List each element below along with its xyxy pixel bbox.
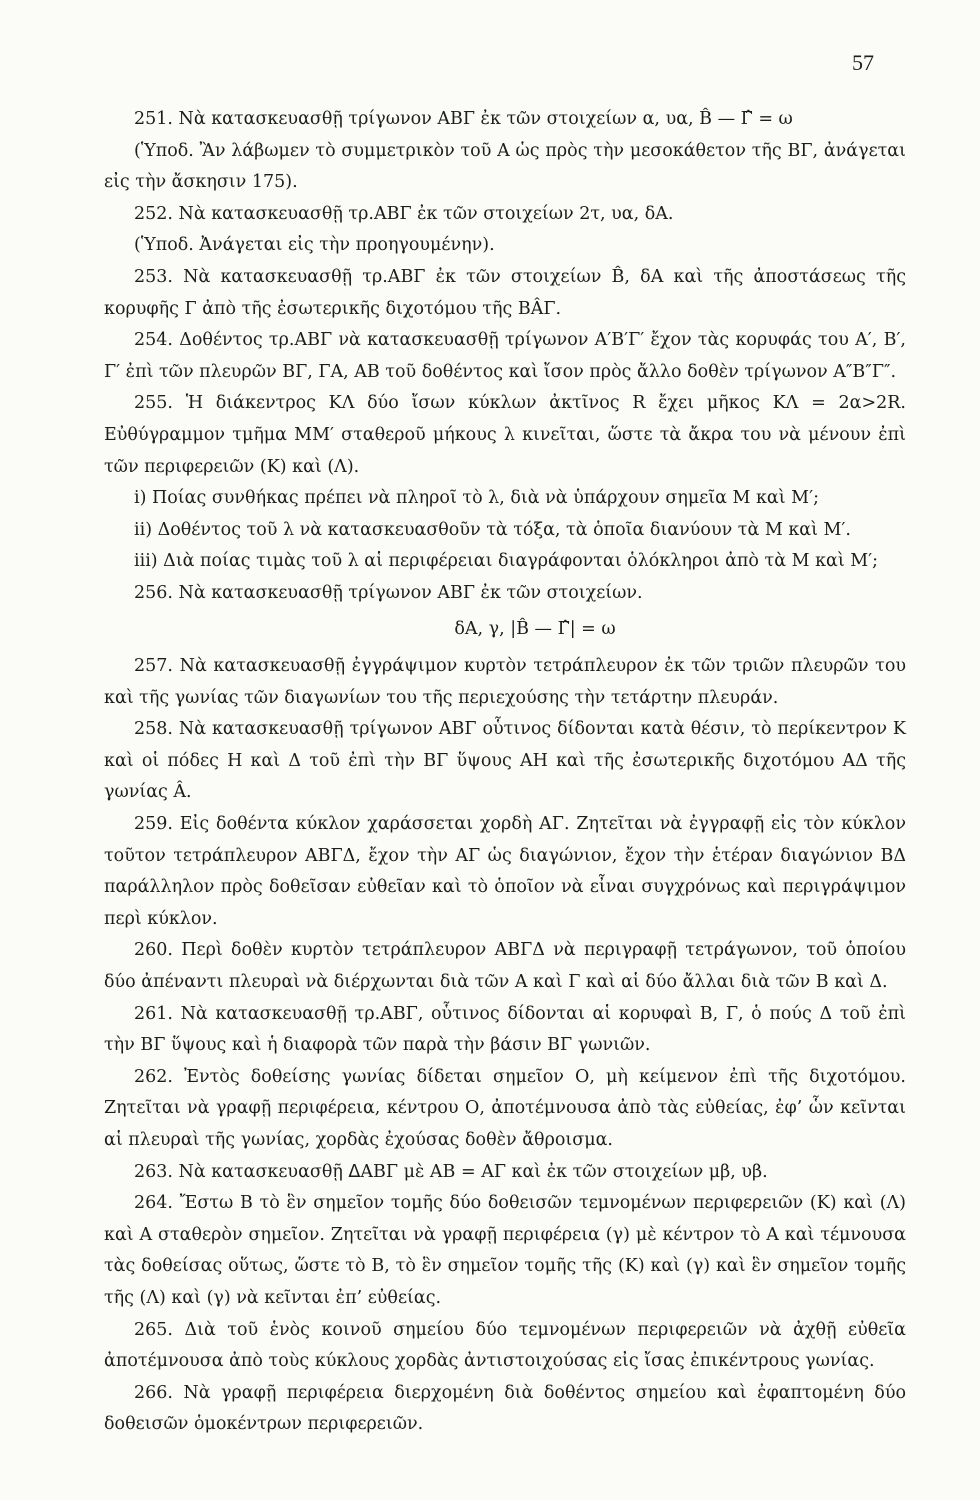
exercise-260: 260. Περὶ δοθὲν κυρτὸν τετράπλευρον ΑΒΓΔ νὰ περιγραφῇ τετράγωνον, τοῦ ὁποίου δύο ἀπέναντι πλευραὶ νὰ διέρχωνται διὰ τῶν Α καὶ Γ καὶ αἱ δύο ἄλλαι διὰ τῶν Β καὶ Δ. [104, 940, 906, 993]
exercise-251: 251. Νὰ κατασκευασθῇ τρίγωνον ΑΒΓ ἐκ τῶν στοιχείων α, υα, B̂ — Γ̂ = ω [134, 109, 793, 129]
exercise-256: 256. Νὰ κατασκευασθῇ τρίγωνον ΑΒΓ ἐκ τῶν στοιχείων. [134, 582, 643, 603]
exercise-255-part-i: i) Ποίας συνθήκας πρέπει νὰ πληροῖ τὸ λ, διὰ νὰ ὑπάρχουν σημεῖα Μ καὶ Μ′; [134, 488, 819, 509]
exercise-258: 258. Νὰ κατασκευασθῇ τρίγωνον ΑΒΓ οὗτινος δίδονται κατὰ θέσιν, τὸ περίκεντρον Κ καὶ οἱ πόδες Η καὶ Δ τοῦ ἐπὶ τὴν ΒΓ ὕψους ΑΗ καὶ τῆς ἐσωτερικῆς διχοτόμου ΑΔ τῆς γωνίας Â. [104, 719, 906, 803]
exercise-256-formula: δΑ, γ, |B̂ — Γ̂| = ω [454, 618, 616, 639]
page-number: 57 [852, 50, 874, 75]
exercise-263: 263. Νὰ κατασκευασθῇ ᐃΑΒΓ μὲ ΑΒ = ΑΓ καὶ ἐκ τῶν στοιχείων μβ, υβ. [134, 1161, 768, 1182]
exercise-252-hint: (Ὑποδ. Ἀνάγεται εἰς τὴν προηγουμένην). [134, 235, 495, 256]
exercise-265: 265. Διὰ τοῦ ἑνὸς κοινοῦ σημείου δύο τεμνομένων περιφερειῶν νὰ ἀχθῇ εὐθεῖα ἀποτέμνουσα ἀπὸ τοὺς κύκλους χορδὰς ἀντιστοιχούσας εἰς ἴσας ἐπικέντρους γωνίας. [104, 1319, 906, 1372]
exercise-255-part-ii: ii) Δοθέντος τοῦ λ νὰ κατασκευασθοῦν τὰ τόξα, τὰ ὁποῖα διανύουν τὰ Μ καὶ Μ′. [134, 519, 851, 540]
exercise-253: 253. Νὰ κατασκευασθῇ τρ.ΑΒΓ ἐκ τῶν στοιχείων B̂, δΑ καὶ τῆς ἀποστάσεως τῆς κορυφῆς Γ ἀπὸ τῆς ἐσωτερικῆς διχοτόμου τῆς ΒÂΓ. [104, 266, 906, 319]
exercise-261: 261. Νὰ κατασκευασθῇ τρ.ΑΒΓ, οὗτινος δίδονται αἱ κορυφαὶ Β, Γ, ὁ πούς Δ τοῦ ἐπὶ τὴν ΒΓ ὕψους καὶ ἡ διαφορὰ τῶν παρὰ τὴν βάσιν ΒΓ γωνιῶν. [104, 1003, 906, 1056]
exercise-252: 252. Νὰ κατασκευασθῇ τρ.ΑΒΓ ἐκ τῶν στοιχείων 2τ, υα, δΑ. [134, 203, 674, 224]
exercise-262: 262. Ἐντὸς δοθείσης γωνίας δίδεται σημεῖον Ο, μὴ κείμενον ἐπὶ τῆς διχοτόμου. Ζητεῖται νὰ γραφῇ περιφέρεια, κέντρου Ο, ἀποτέμνουσα ἀπὸ τὰς εὐθείας, ἐφ’ ὧν κεῖνται αἱ πλευραὶ τῆς γωνίας, χορδὰς ἐχούσας δοθὲν ἄθροισμα. [104, 1066, 906, 1150]
exercise-257: 257. Νὰ κατασκευασθῇ ἐγγράψιμον κυρτὸν τετράπλευρον ἐκ τῶν τριῶν πλευρῶν του καὶ τῆς γωνίας τῶν διαγωνίων του τῆς περιεχούσης τὴν τετάρτην πλευράν. [104, 656, 906, 708]
exercise-list [104, 104, 906, 1441]
exercise-255: 255. Ἡ διάκεντρος ΚΛ δύο ἴσων κύκλων ἀκτῖνος R ἔχει μῆκος ΚΛ = 2α>2R. Εὐθύγραμμον τμῆμα ΜΜ′ σταθεροῦ μήκους λ κινεῖται, ὥστε τὰ ἄκρα του νὰ μένουν ἐπὶ τῶν περιφερειῶν (Κ) καὶ (Λ). [104, 393, 906, 477]
exercise-255-part-iii: iii) Διὰ ποίας τιμὰς τοῦ λ αἱ περιφέρειαι διαγράφονται ὁλόκληροι ἀπὸ τὰ Μ καὶ Μ′; [134, 551, 879, 572]
exercise-254: 254. Δοθέντος τρ.ΑΒΓ νὰ κατασκευασθῇ τρίγωνον Α′Β′Γ′ ἔχον τὰς κορυφάς του Α′, Β′, Γ′ ἐπὶ τῶν πλευρῶν ΒΓ, ΓΑ, ΑΒ τοῦ δοθέντος καὶ ἴσον πρὸς ἄλλο δοθὲν τρίγωνον Α″Β″Γ″. [104, 330, 906, 382]
exercise-251-hint: (Ὑποδ. Ἂν λάβωμεν τὸ συμμετρικὸν τοῦ Α ὡς πρὸς τὴν μεσοκάθετον τῆς ΒΓ, ἀνάγεται εἰς τὴν ἄσκησιν 175). [104, 140, 906, 193]
exercise-266: 266. Νὰ γραφῇ περιφέρεια διερχομένη διὰ δοθέντος σημείου καὶ ἐφαπτομένη δύο δοθεισῶν ὁμοκέντρων περιφερειῶν. [104, 1382, 906, 1435]
exercise-259: 259. Εἰς δοθέντα κύκλον χαράσσεται χορδὴ ΑΓ. Ζητεῖται νὰ ἐγγραφῇ εἰς τὸν κύκλον τοῦτον τετράπλευρον ΑΒΓΔ, ἔχον τὴν ΑΓ ὡς διαγώνιον, ἔχον τὴν ἑτέραν διαγώνιον ΒΔ παράλληλον πρὸς δοθεῖσαν εὐθεῖαν καὶ τὸ ὁποῖον νὰ εἶναι συγχρόνως καὶ περιγράψιμον περὶ κύκλον. [104, 814, 906, 929]
exercise-264: 264. Ἔστω Β τὸ ἓν σημεῖον τομῆς δύο δοθεισῶν τεμνομένων περιφερειῶν (Κ) καὶ (Λ) καὶ Α σταθερὸν σημεῖον. Ζητεῖται νὰ γραφῇ περιφέρεια (γ) μὲ κέντρον τὸ Α καὶ τέμνουσα τὰς δοθείσας οὕτως, ὥστε τὸ Β, τὸ ἓν σημεῖον τομῆς τῆς (Κ) καὶ (γ) καὶ ἓν σημεῖον τομῆς τῆς (Λ) καὶ (γ) νὰ κεῖνται ἐπ’ εὐθείας. [104, 1193, 906, 1308]
